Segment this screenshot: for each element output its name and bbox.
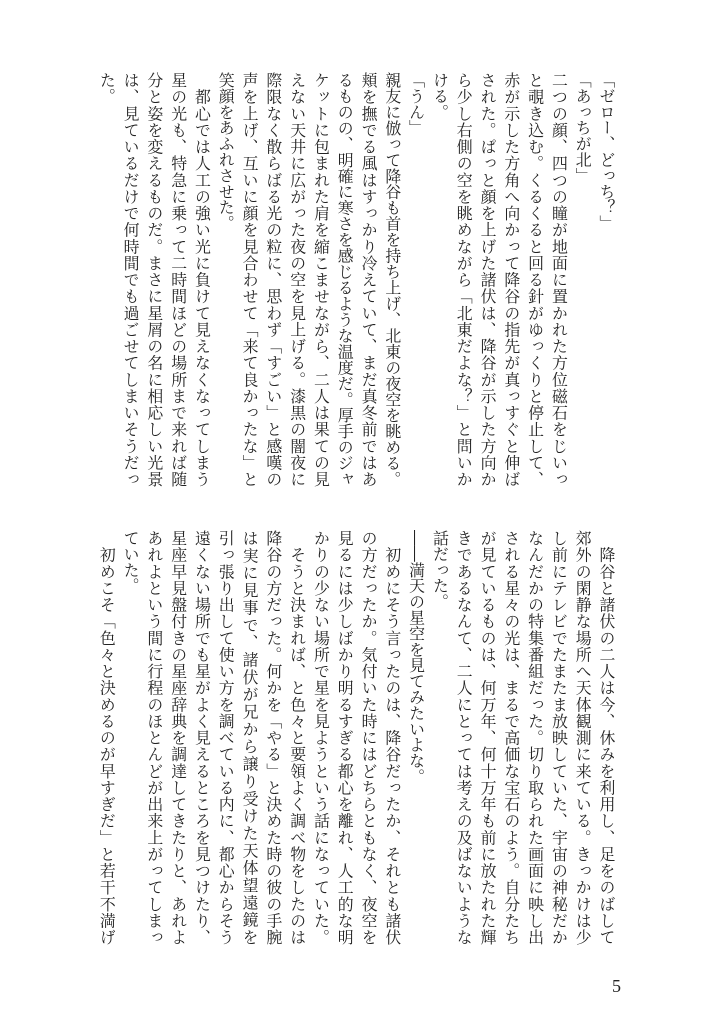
text-column: 都心では人工の強い光に負けて見えなくなってしまう <box>192 72 212 487</box>
text-column: 降谷と諸伏の二人は今、休みを利用し、足をのばして <box>597 530 616 945</box>
text-column: 初めにそう言ったのは、降谷だったか、それとも諸伏 <box>382 530 402 945</box>
text-column: 話だった。 <box>430 530 450 610</box>
text-column: し前にテレビでたまたま放映していた、宇宙の神秘だか <box>549 530 569 945</box>
text-column: ケットに包まれた肩を縮こませながら、二人は果ての見 <box>311 72 331 487</box>
text-column: ら少し右側の空を眺めながら「北東だよな？」と問いか <box>454 72 474 487</box>
text-column: 頬を撫でる風はすっかり冷えていて、まだ真冬前ではあ <box>359 72 379 487</box>
text-column: 赤が示した方角へ向かって降谷の指先が真っすぐと伸ば <box>501 72 521 487</box>
text-column: なんだかの特集番組だった。切り取られた画面に映し出 <box>525 530 545 945</box>
text-column: あれよという間に行程のほとんどが出来上がってしまっ <box>144 530 164 945</box>
upper-text-block <box>94 72 618 487</box>
text-column: た。 <box>97 72 117 104</box>
lower-text-block <box>94 530 618 945</box>
text-column: 分と姿を変えるものだ。まさに星屑の名に相応しい光景 <box>144 72 164 487</box>
text-column: が見ているものは、何万年、何十万年も前に放たれた輝 <box>478 530 498 945</box>
text-column: 星座早見盤付きの星座辞典を調達してきたりと、あれよ <box>168 530 188 945</box>
text-column: きであるなんて、二人にとっては考えの及ばないような <box>454 530 474 945</box>
page-number: 5 <box>612 976 621 996</box>
text-column: ――満天の星空を見てみたいよな。 <box>406 530 426 785</box>
text-column: される星々の光は、まるで高価な宝石のよう。自分たち <box>501 530 521 945</box>
text-column: 降谷の方だった。何かを「やる」と決めた時の彼の手腕 <box>263 530 283 945</box>
text-column: ていた。 <box>121 530 141 594</box>
text-column: 笑顔をあふれさせた。 <box>216 72 236 231</box>
text-column: 「ゼロー、どっち？」 <box>597 72 616 231</box>
text-column: 際限なく散らばる光の粒に、思わず「すごい」と感嘆の <box>263 72 283 487</box>
text-column: は、見ているだけで何時間でも過ごせてしまいそうだっ <box>121 72 141 487</box>
text-column: えない天井に広がった夜の空を見上げる。漆黒の闇夜に <box>287 72 307 487</box>
text-column: 声を上げ、互いに顔を見合わせて「来て良かったな」と <box>240 72 260 487</box>
text-column: の方だったか。気付いた時にはどちらともなく、夜空を <box>359 530 379 945</box>
text-column: 見るには少しばかり明るすぎる都心を離れ、人工的な明 <box>335 530 355 945</box>
text-column: 「うん」 <box>406 72 426 136</box>
text-column: と覗き込む。くるくると回る針がゆっくりと停止して、 <box>525 72 545 487</box>
text-column: 引っ張り出して使い方を調べている内に、都心からそう <box>216 530 236 945</box>
text-column: ける。 <box>430 72 450 120</box>
text-column: そうと決まれば、と色々と要領よく調べ物をしたのは <box>287 530 307 945</box>
text-column: 初めこそ「色々と決めるのが早すぎだ」と若干不満げ <box>97 530 117 945</box>
text-column: かりの少ない場所で星を見ようという話になっていた。 <box>311 530 331 945</box>
text-column: 郊外の閑静な場所へ天体観測に来ている。きっかけは少 <box>573 530 593 945</box>
text-column: 親友に倣って降谷も首を持ち上げ、北東の夜空を眺める。 <box>382 72 402 487</box>
text-column: 遠くない場所でも星がよく見えるところを見つけたり、 <box>192 530 212 945</box>
text-column: された。ぱっと顔を上げた諸伏は、降谷が示した方向か <box>478 72 498 487</box>
text-column: るものの、明確に寒さを感じるような温度だ。厚手のジャ <box>335 72 355 487</box>
text-column: 二つの顔、四つの瞳が地面に置かれた方位磁石をじいっ <box>549 72 569 487</box>
text-column: 「あっちが北」 <box>573 72 593 184</box>
text-column: は実に見事で、諸伏が兄から譲り受けた天体望遠鏡を <box>240 530 260 945</box>
text-column: 星の光も、特急に乗って二時間ほどの場所まで来れば随 <box>168 72 188 487</box>
